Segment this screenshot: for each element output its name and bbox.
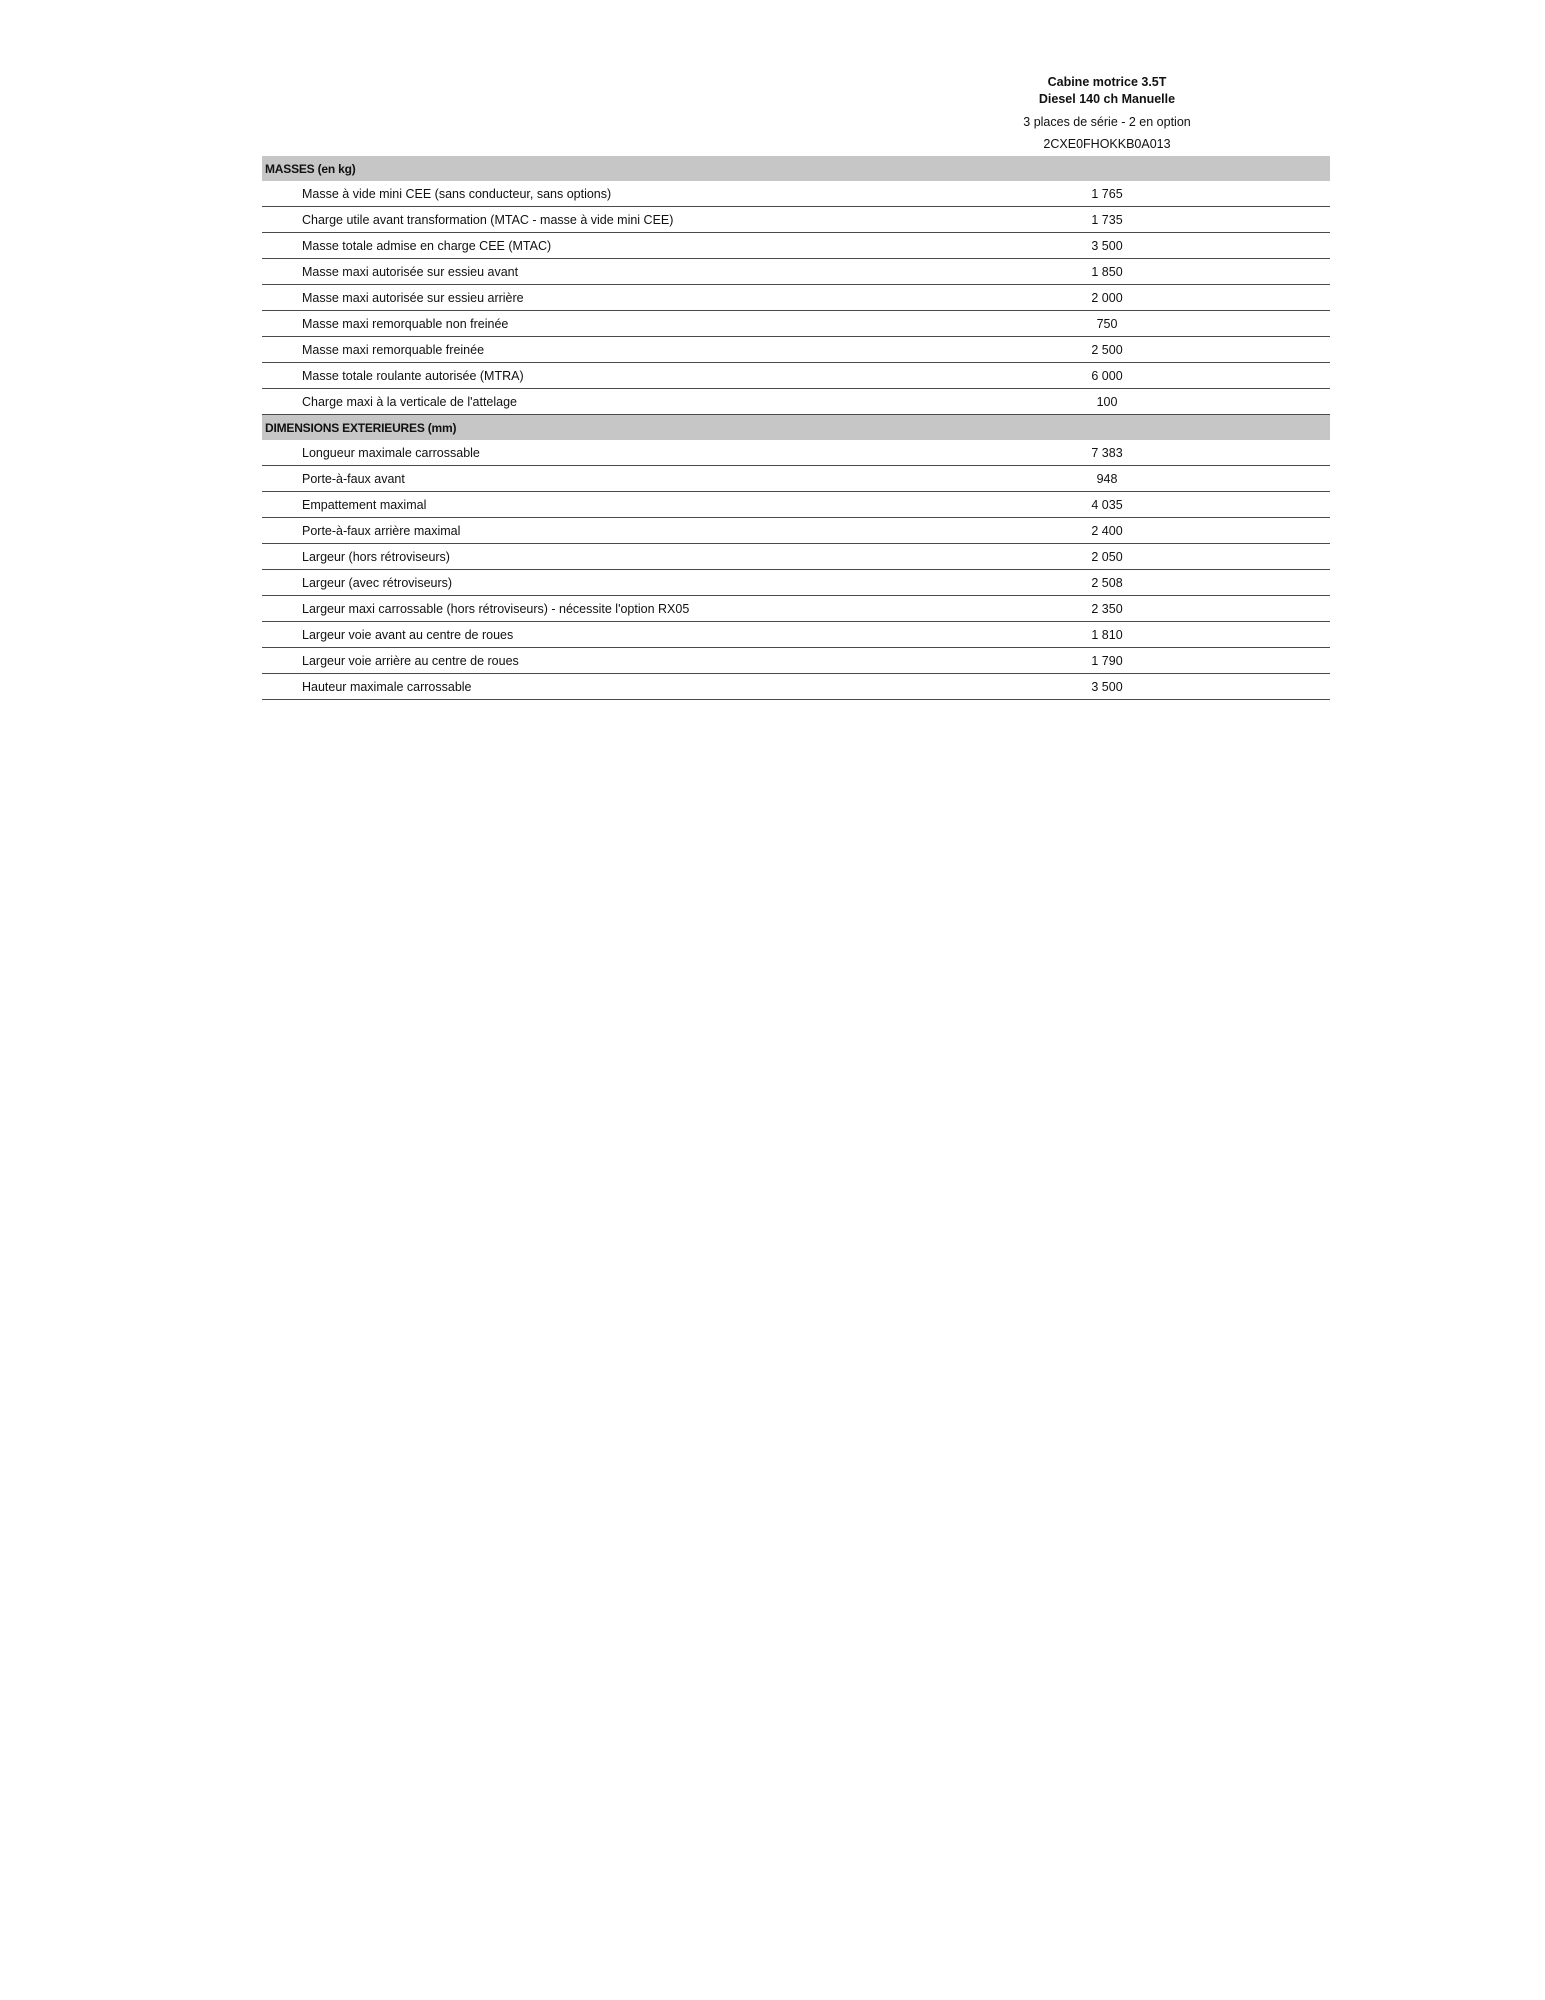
table-row (262, 544, 1330, 570)
table-row (262, 518, 1330, 544)
row-label: Largeur maxi carrossable (hors rétroviseurs) - nécessite l'option RX05 (262, 596, 992, 622)
row-label: Porte-à-faux avant (262, 466, 992, 492)
row-label: Masse totale admise en charge CEE (MTAC) (262, 233, 992, 259)
header-model: Cabine motrice 3.5T (1047, 75, 1167, 89)
table-row (262, 285, 1330, 311)
row-filler (1222, 492, 1330, 518)
row-filler (1222, 570, 1330, 596)
row-filler (1222, 363, 1330, 389)
spec-table (262, 156, 1330, 700)
row-label: Masse maxi autorisée sur essieu avant (262, 259, 992, 285)
header-version-code: 2CXE0FHOKKB0A013 (1043, 137, 1171, 151)
row-value: 750 (992, 311, 1222, 337)
row-label: Masse maxi remorquable freinée (262, 337, 992, 363)
row-label: Masse maxi remorquable non freinée (262, 311, 992, 337)
row-label: Largeur (avec rétroviseurs) (262, 570, 992, 596)
table-row (262, 389, 1330, 415)
section-title: DIMENSIONS EXTERIEURES (mm) (262, 415, 1330, 441)
row-filler (1222, 596, 1330, 622)
table-row (262, 259, 1330, 285)
row-value: 948 (992, 466, 1222, 492)
row-label: Largeur voie avant au centre de roues (262, 622, 992, 648)
row-value: 1 810 (992, 622, 1222, 648)
row-label: Masse totale roulante autorisée (MTRA) (262, 363, 992, 389)
row-filler (1222, 466, 1330, 492)
row-label: Charge maxi à la verticale de l'attelage (262, 389, 992, 415)
row-filler (1222, 337, 1330, 363)
row-filler (1222, 674, 1330, 700)
row-filler (1222, 544, 1330, 570)
row-label: Largeur voie arrière au centre de roues (262, 648, 992, 674)
row-value: 2 050 (992, 544, 1222, 570)
table-row (262, 337, 1330, 363)
table-row (262, 440, 1330, 466)
row-label: Porte-à-faux arrière maximal (262, 518, 992, 544)
row-value: 3 500 (992, 233, 1222, 259)
row-filler (1222, 207, 1330, 233)
table-row (262, 181, 1330, 207)
row-value: 1 850 (992, 259, 1222, 285)
table-row (262, 596, 1330, 622)
row-value: 2 508 (992, 570, 1222, 596)
table-row (262, 674, 1330, 700)
table-row (262, 492, 1330, 518)
table-row (262, 570, 1330, 596)
row-value: 4 035 (992, 492, 1222, 518)
row-filler (1222, 285, 1330, 311)
row-label: Masse maxi autorisée sur essieu arrière (262, 285, 992, 311)
row-value: 7 383 (992, 440, 1222, 466)
spec-sheet (262, 74, 1330, 700)
section-header-dimensions (262, 415, 1330, 441)
row-value: 2 350 (992, 596, 1222, 622)
table-row (262, 466, 1330, 492)
row-filler (1222, 622, 1330, 648)
row-value: 1 735 (992, 207, 1222, 233)
row-filler (1222, 389, 1330, 415)
row-value: 100 (992, 389, 1222, 415)
row-filler (1222, 259, 1330, 285)
table-row (262, 622, 1330, 648)
row-filler (1222, 181, 1330, 207)
table-row (262, 311, 1330, 337)
row-label: Hauteur maximale carrossable (262, 674, 992, 700)
row-value: 2 500 (992, 337, 1222, 363)
row-label: Charge utile avant transformation (MTAC - masse à vide mini CEE) (262, 207, 992, 233)
row-value: 2 000 (992, 285, 1222, 311)
row-label: Largeur (hors rétroviseurs) (262, 544, 992, 570)
row-filler (1222, 311, 1330, 337)
section-header-masses (262, 156, 1330, 181)
row-value: 3 500 (992, 674, 1222, 700)
row-value: 1 790 (992, 648, 1222, 674)
row-label: Masse à vide mini CEE (sans conducteur, sans options) (262, 181, 992, 207)
row-label: Empattement maximal (262, 492, 992, 518)
column-header (992, 74, 1222, 153)
header-seats: 3 places de série - 2 en option (1023, 115, 1191, 129)
row-label: Longueur maximale carrossable (262, 440, 992, 466)
row-filler (1222, 518, 1330, 544)
row-value: 1 765 (992, 181, 1222, 207)
table-row (262, 648, 1330, 674)
row-value: 6 000 (992, 363, 1222, 389)
row-filler (1222, 440, 1330, 466)
header-engine: Diesel 140 ch Manuelle (1038, 92, 1176, 106)
table-row (262, 363, 1330, 389)
table-row (262, 233, 1330, 259)
row-filler (1222, 233, 1330, 259)
row-filler (1222, 648, 1330, 674)
section-title: MASSES (en kg) (262, 156, 1330, 181)
row-value: 2 400 (992, 518, 1222, 544)
table-row (262, 207, 1330, 233)
